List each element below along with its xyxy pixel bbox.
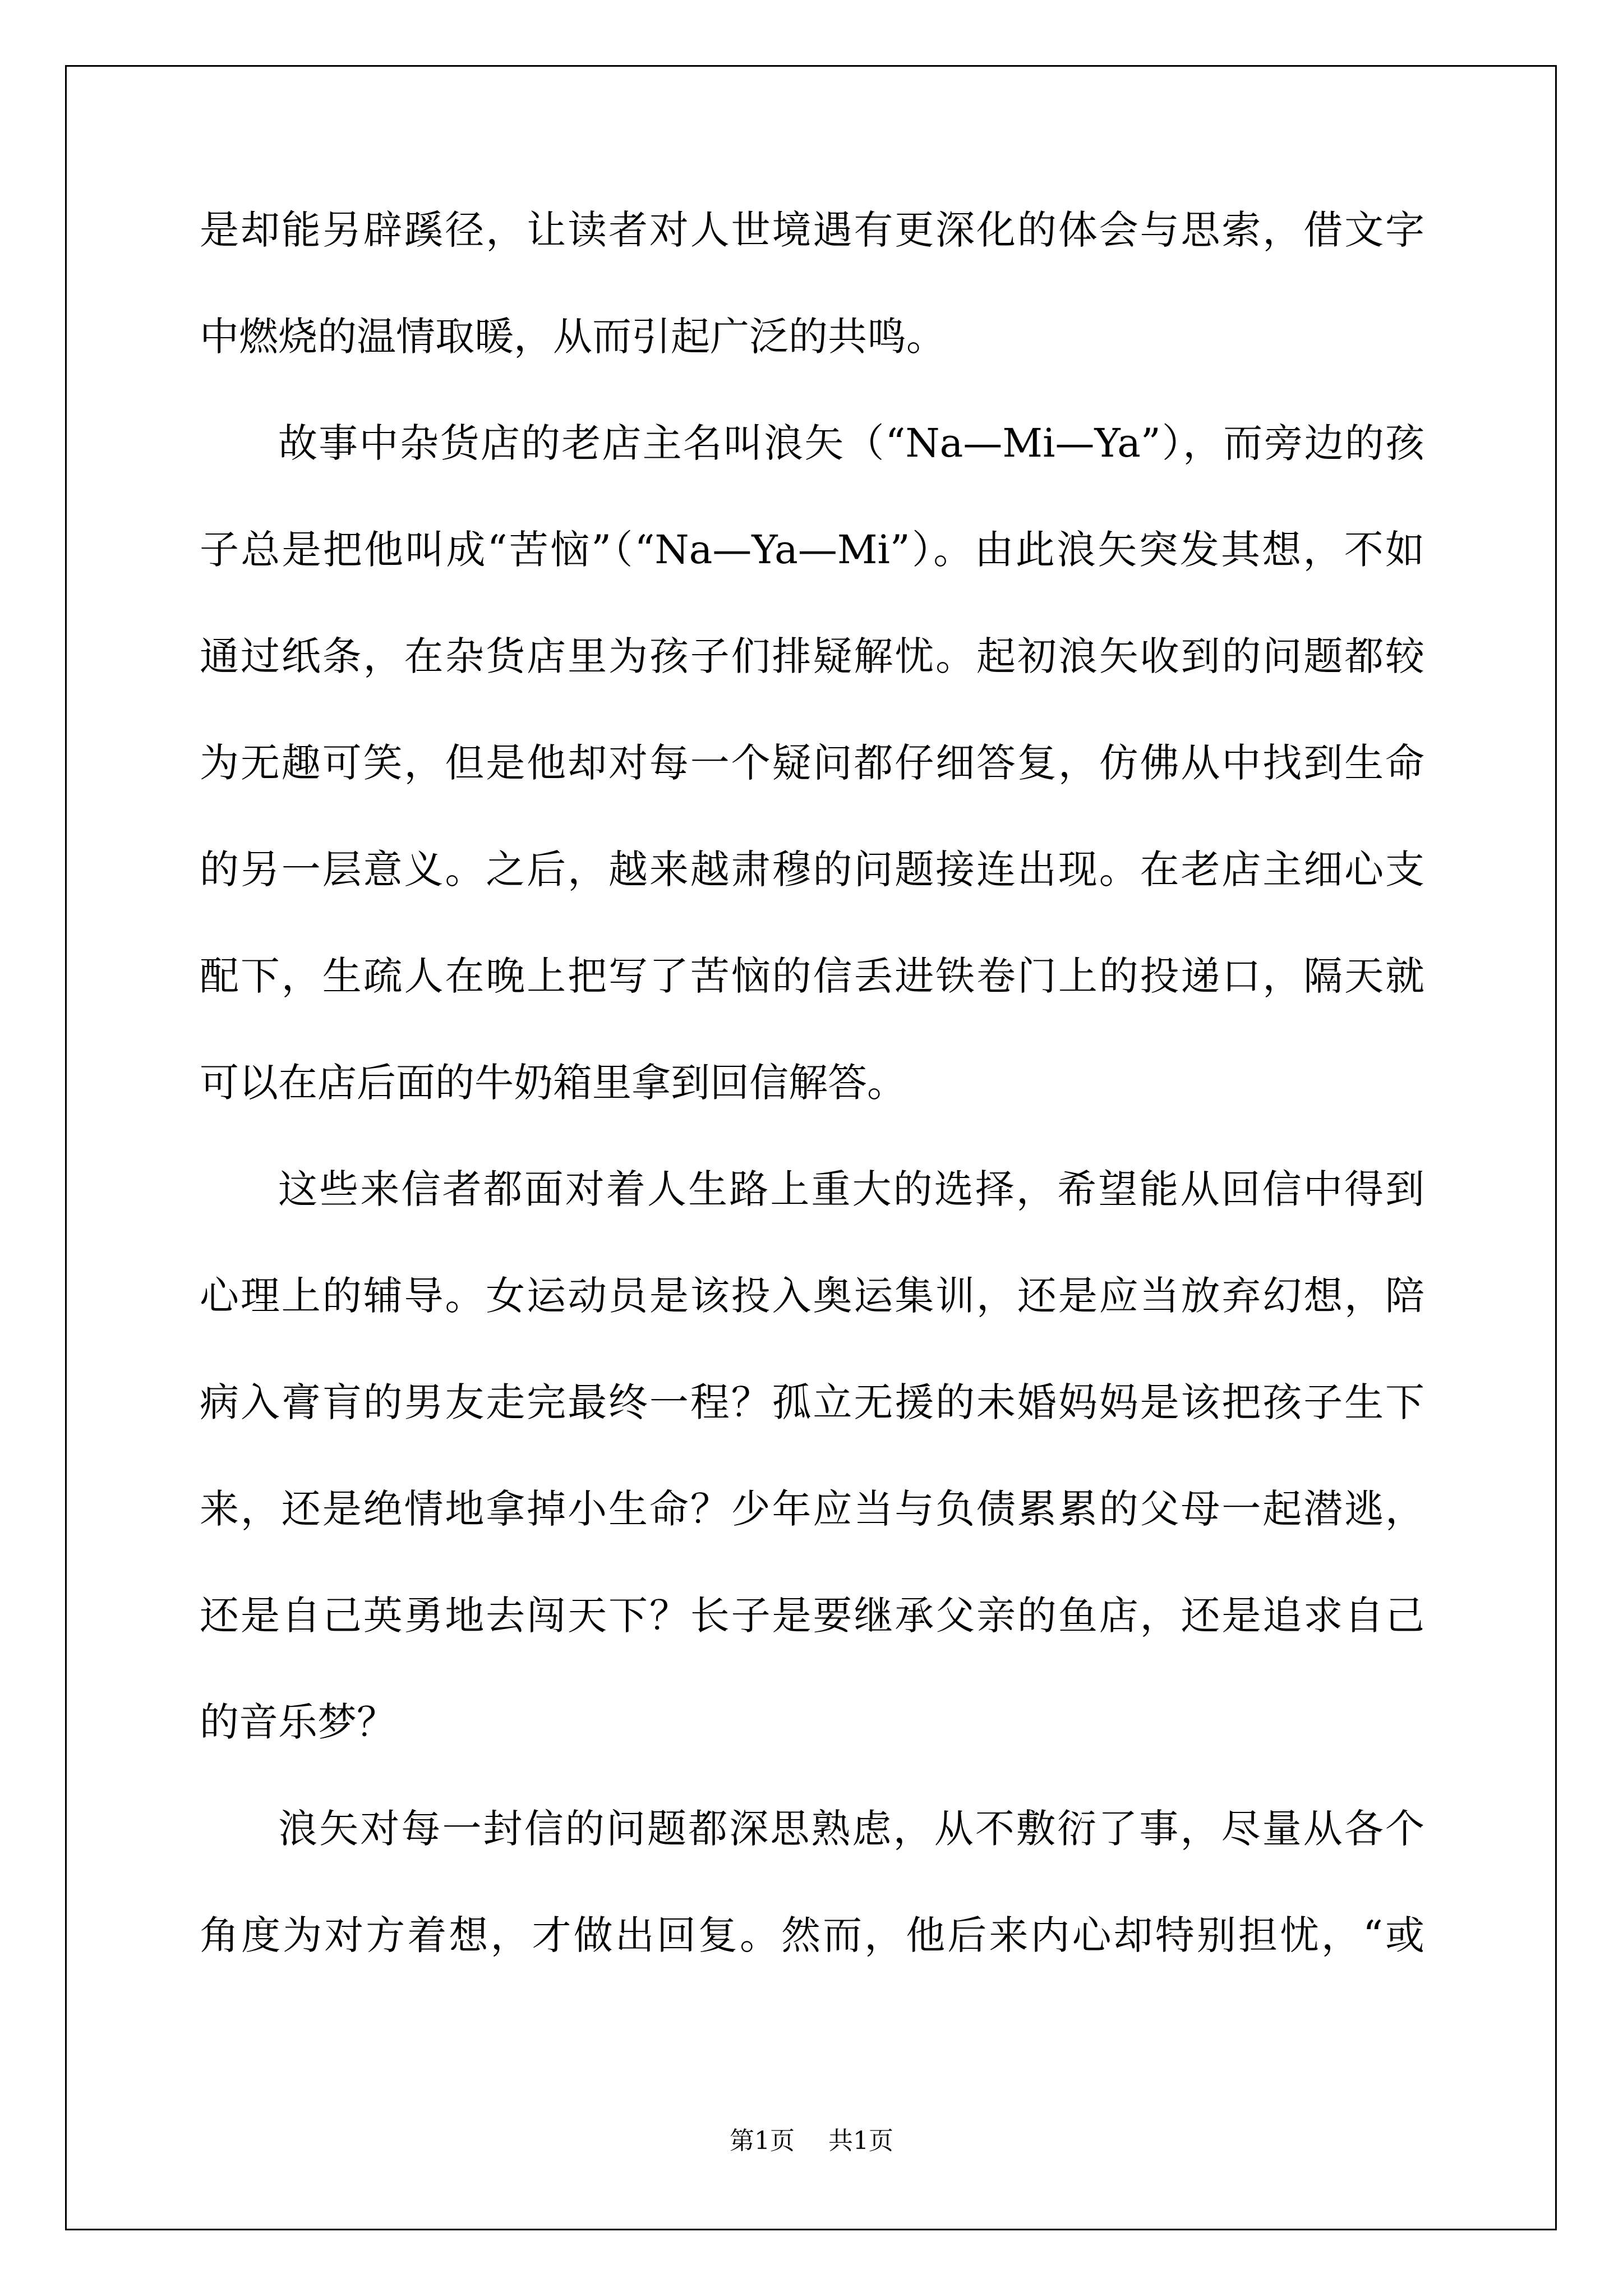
page-total: 共1页 (828, 2127, 893, 2155)
page-footer (0, 2124, 1623, 2158)
text-line: 可以在店后面的牛奶箱里拿到回信解答。 (200, 1060, 906, 1106)
text-line: 的音乐梦？ (200, 1699, 396, 1745)
text-line: 还是自己英勇地去闯天下？长子是要继承父亲的鱼店，还是追求自己 (200, 1593, 1424, 1639)
text-line: 子总是把他叫成“苦恼”（“Na—Ya—Mi”）。由此浪矢突发其想，不如 (200, 527, 1424, 573)
paragraph-first-line: 浪矢对每一封信的问题都深思熟虑，从不敷衍了事，尽量从各个 (278, 1806, 1424, 1852)
text-line: 心理上的辅导。女运动员是该投入奥运集训，还是应当放弃幻想，陪 (200, 1273, 1424, 1319)
paragraph-first-line: 这些来信者都面对着人生路上重大的选择，希望能从回信中得到 (278, 1166, 1424, 1212)
text-line: 是却能另辟蹊径，让读者对人世境遇有更深化的体会与思索，借文字 (200, 207, 1424, 253)
text-line: 来，还是绝情地拿掉小生命？少年应当与负债累累的父母一起潜逃， (200, 1486, 1424, 1532)
page-number: 第1页 (730, 2127, 795, 2155)
text-line: 通过纸条，在杂货店里为孩子们排疑解忧。起初浪矢收到的问题都较 (200, 633, 1424, 679)
paragraph-first-line: 故事中杂货店的老店主名叫浪矢（“Na—Mi—Ya”），而旁边的孩 (278, 420, 1424, 466)
text-line: 的另一层意义。之后，越来越肃穆的问题接连出现。在老店主细心支 (200, 846, 1424, 892)
text-line: 为无趣可笑，但是他却对每一个疑问都仔细答复，仿佛从中找到生命 (200, 740, 1424, 786)
text-line: 角度为对方着想，才做出回复。然而，他后来内心却特别担忧，“或 (200, 1912, 1424, 1958)
text-line: 病入膏肓的男友走完最终一程？孤立无援的未婚妈妈是该把孩子生下 (200, 1379, 1424, 1425)
text-line: 配下，生疏人在晚上把写了苦恼的信丢进铁卷门上的投递口，隔天就 (200, 953, 1424, 999)
text-line: 中燃烧的温情取暖，从而引起广泛的共鸣。 (200, 314, 946, 360)
